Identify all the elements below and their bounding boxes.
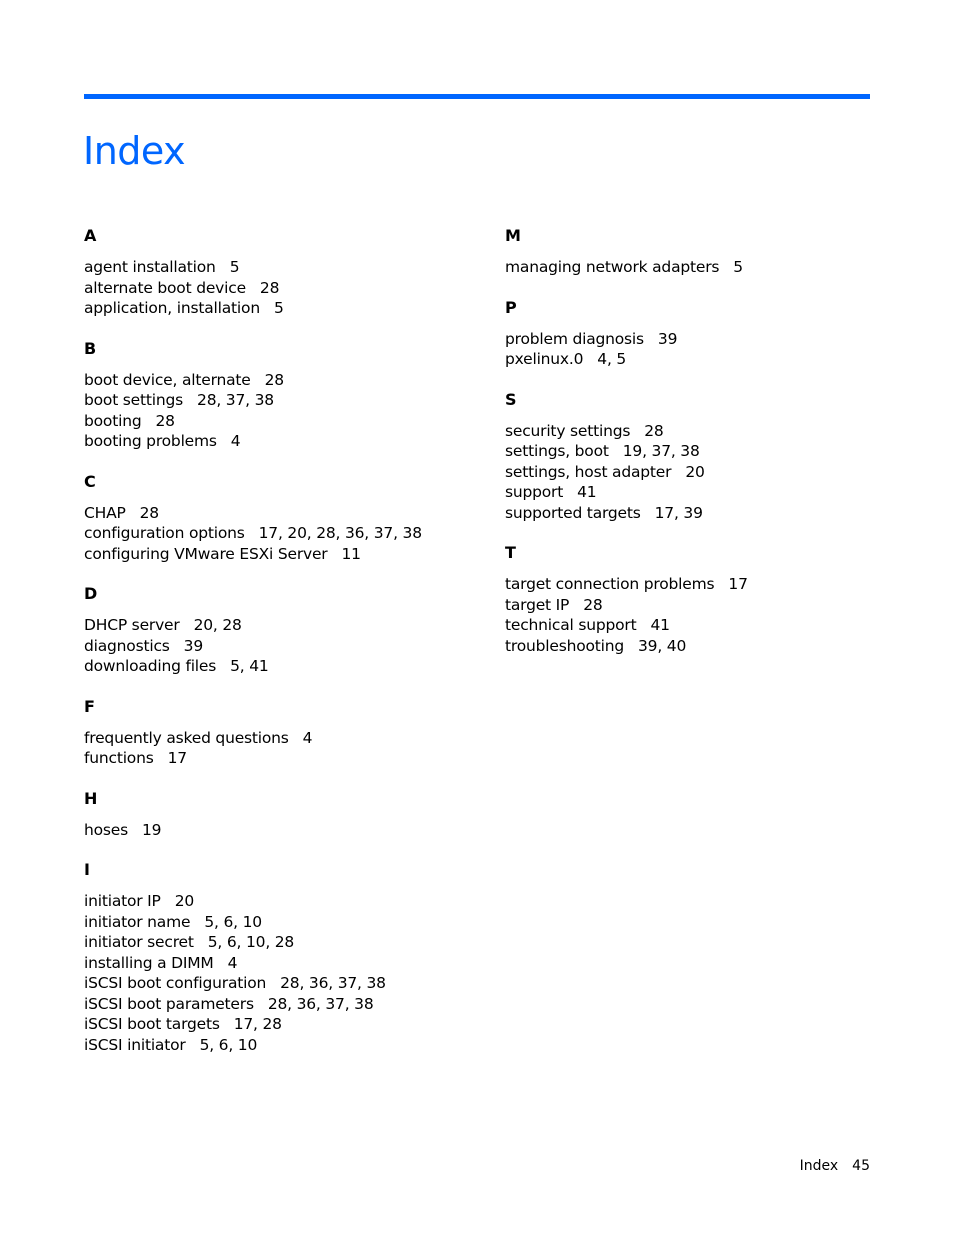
index-page-refs[interactable]: 28, 37, 38: [197, 391, 274, 409]
index-term: initiator secret: [84, 933, 194, 951]
index-term: alternate boot device: [84, 278, 246, 297]
index-term: iSCSI initiator: [84, 1035, 186, 1054]
index-term: security settings: [505, 421, 631, 440]
index-page-refs[interactable]: 41: [650, 616, 670, 634]
index-page-refs[interactable]: 5, 41: [230, 657, 269, 675]
index-section: [505, 542, 905, 656]
index-page-refs[interactable]: 28: [644, 421, 664, 440]
index-page-refs[interactable]: 4: [230, 432, 241, 450]
index-entry: [84, 1014, 484, 1035]
index-term: frequently asked questions: [84, 728, 289, 747]
index-term: agent installation: [84, 258, 216, 276]
index-entry: [505, 329, 905, 350]
index-page-refs[interactable]: 11: [341, 544, 361, 563]
index-entry: [505, 257, 905, 278]
index-term: booting: [84, 411, 142, 430]
index-term: technical support: [505, 616, 637, 634]
index-page-refs[interactable]: 5, 6, 10: [204, 912, 262, 931]
index-entry: [505, 349, 905, 370]
index-page-refs[interactable]: 28, 36, 37, 38: [280, 974, 386, 992]
index-term: booting problems: [84, 432, 217, 450]
index-page-refs[interactable]: 28: [155, 411, 175, 430]
index-entry: [84, 1035, 484, 1056]
index-entry: [84, 728, 484, 749]
page-number: 45: [852, 1158, 870, 1174]
index-entry: [84, 953, 484, 974]
index-section: [84, 583, 484, 677]
index-column-right: [505, 225, 905, 675]
index-term: configuration options: [84, 524, 245, 542]
index-column-left: [84, 225, 484, 1074]
index-page-refs[interactable]: 5: [733, 258, 743, 276]
index-term: supported targets: [505, 503, 641, 522]
section-letter: I: [84, 860, 90, 879]
index-section: [84, 338, 484, 452]
index-page-refs[interactable]: 5: [273, 299, 284, 317]
index-page-refs[interactable]: 20: [685, 462, 705, 481]
index-page-refs[interactable]: 39: [657, 329, 678, 348]
index-term: downloading files: [84, 657, 217, 675]
index-term: initiator name: [84, 912, 191, 931]
index-entry: [505, 595, 905, 616]
index-term: CHAP: [84, 503, 126, 522]
index-term: functions: [84, 749, 154, 767]
index-page-refs[interactable]: 19, 37, 38: [622, 442, 700, 460]
index-entry: [84, 411, 484, 432]
index-page-refs[interactable]: 4: [302, 728, 313, 747]
index-term: initiator IP: [84, 892, 161, 910]
index-term: target IP: [505, 595, 570, 614]
index-entry: [84, 370, 484, 391]
index-section: [505, 225, 905, 278]
index-entry: [84, 656, 484, 677]
index-term: managing network adapters: [505, 258, 720, 276]
index-entry: [84, 973, 484, 994]
index-term: iSCSI boot parameters: [84, 994, 254, 1013]
section-letter: C: [84, 471, 96, 491]
index-entry: [84, 636, 484, 657]
index-page-refs[interactable]: 41: [577, 483, 597, 501]
section-letter: H: [84, 788, 98, 808]
index-page-refs[interactable]: 4, 5: [597, 350, 627, 368]
section-letter: A: [84, 226, 97, 245]
index-page-refs[interactable]: 17, 28: [233, 1015, 282, 1033]
page-title: Index: [83, 129, 186, 174]
index-term: problem diagnosis: [505, 329, 644, 348]
index-entry: [505, 462, 905, 483]
index-term: settings, boot: [505, 442, 609, 460]
index-term: hoses: [84, 820, 128, 839]
index-section: [84, 696, 484, 769]
index-entry: [505, 503, 905, 524]
index-entry: [505, 421, 905, 442]
index-entry: [84, 932, 484, 953]
index-entry: [84, 912, 484, 933]
index-entry: [84, 820, 484, 841]
section-letter: B: [84, 338, 97, 358]
index-section: [84, 471, 484, 565]
index-section: [505, 297, 905, 370]
footer-label: Index: [799, 1158, 839, 1174]
index-section: [84, 859, 484, 1055]
index-entry: [84, 748, 484, 769]
index-section: [84, 225, 484, 319]
index-term: support: [505, 483, 564, 501]
index-page-refs[interactable]: 28: [139, 503, 159, 522]
index-term: DHCP server: [84, 616, 180, 634]
index-entry: [505, 482, 905, 503]
index-term: pxelinux.0: [505, 350, 584, 368]
index-term: boot settings: [84, 391, 184, 409]
index-section: [505, 389, 905, 524]
section-letter: T: [505, 543, 516, 562]
index-entry: [84, 523, 484, 544]
index-term: application, installation: [84, 299, 260, 317]
section-letter: P: [505, 297, 517, 317]
index-term: configuring VMware ESXi Server: [84, 544, 328, 563]
index-page-refs[interactable]: 5, 6, 10: [199, 1035, 258, 1054]
index-entry: [84, 431, 484, 452]
index-term: troubleshooting: [505, 636, 625, 655]
index-page-refs[interactable]: 19: [142, 820, 162, 839]
index-page-refs[interactable]: 17, 20, 28, 36, 37, 38: [258, 524, 422, 542]
index-term: diagnostics: [84, 636, 170, 655]
section-letter: D: [84, 584, 98, 603]
index-page-refs[interactable]: 20: [174, 892, 195, 910]
index-entry: [84, 891, 484, 912]
section-letter: F: [84, 696, 95, 716]
index-entry: [84, 390, 484, 411]
index-page-refs[interactable]: 20, 28: [193, 616, 242, 634]
index-entry: [505, 441, 905, 462]
index-page-refs[interactable]: 28: [264, 370, 284, 389]
index-term: boot device, alternate: [84, 370, 251, 389]
index-entry: [84, 298, 484, 319]
index-page-refs[interactable]: 17: [167, 749, 187, 767]
index-term: iSCSI boot targets: [84, 1015, 220, 1033]
section-letter: S: [505, 389, 517, 409]
index-entry: [84, 278, 484, 299]
index-entry: [84, 503, 484, 524]
index-page-refs[interactable]: 39: [183, 636, 203, 655]
index-term: iSCSI boot configuration: [84, 974, 267, 992]
index-term: target connection problems: [505, 575, 715, 593]
index-entry: [84, 615, 484, 636]
index-page-refs[interactable]: 17: [728, 575, 748, 593]
index-entry: [505, 574, 905, 595]
index-page-refs[interactable]: 5, 6, 10, 28: [207, 933, 295, 951]
index-page-refs[interactable]: 28: [583, 595, 603, 614]
page-footer: [800, 1158, 870, 1174]
index-page-refs[interactable]: 4: [227, 953, 238, 972]
index-term: settings, host adapter: [505, 462, 672, 481]
index-entry: [505, 636, 905, 657]
section-letter: M: [505, 226, 521, 245]
index-page-refs[interactable]: 17, 39: [654, 503, 703, 522]
title-rule: [84, 94, 870, 99]
index-section: [84, 788, 484, 841]
index-page-refs[interactable]: 39, 40: [638, 636, 687, 655]
index-page-refs[interactable]: 28: [259, 278, 280, 297]
index-entry: [505, 615, 905, 636]
index-term: installing a DIMM: [84, 953, 214, 972]
index-entry: [84, 994, 484, 1015]
index-entry: [84, 257, 484, 278]
index-page-refs[interactable]: 28, 36, 37, 38: [267, 994, 374, 1013]
index-entry: [84, 544, 484, 565]
index-page-refs[interactable]: 5: [229, 258, 240, 276]
